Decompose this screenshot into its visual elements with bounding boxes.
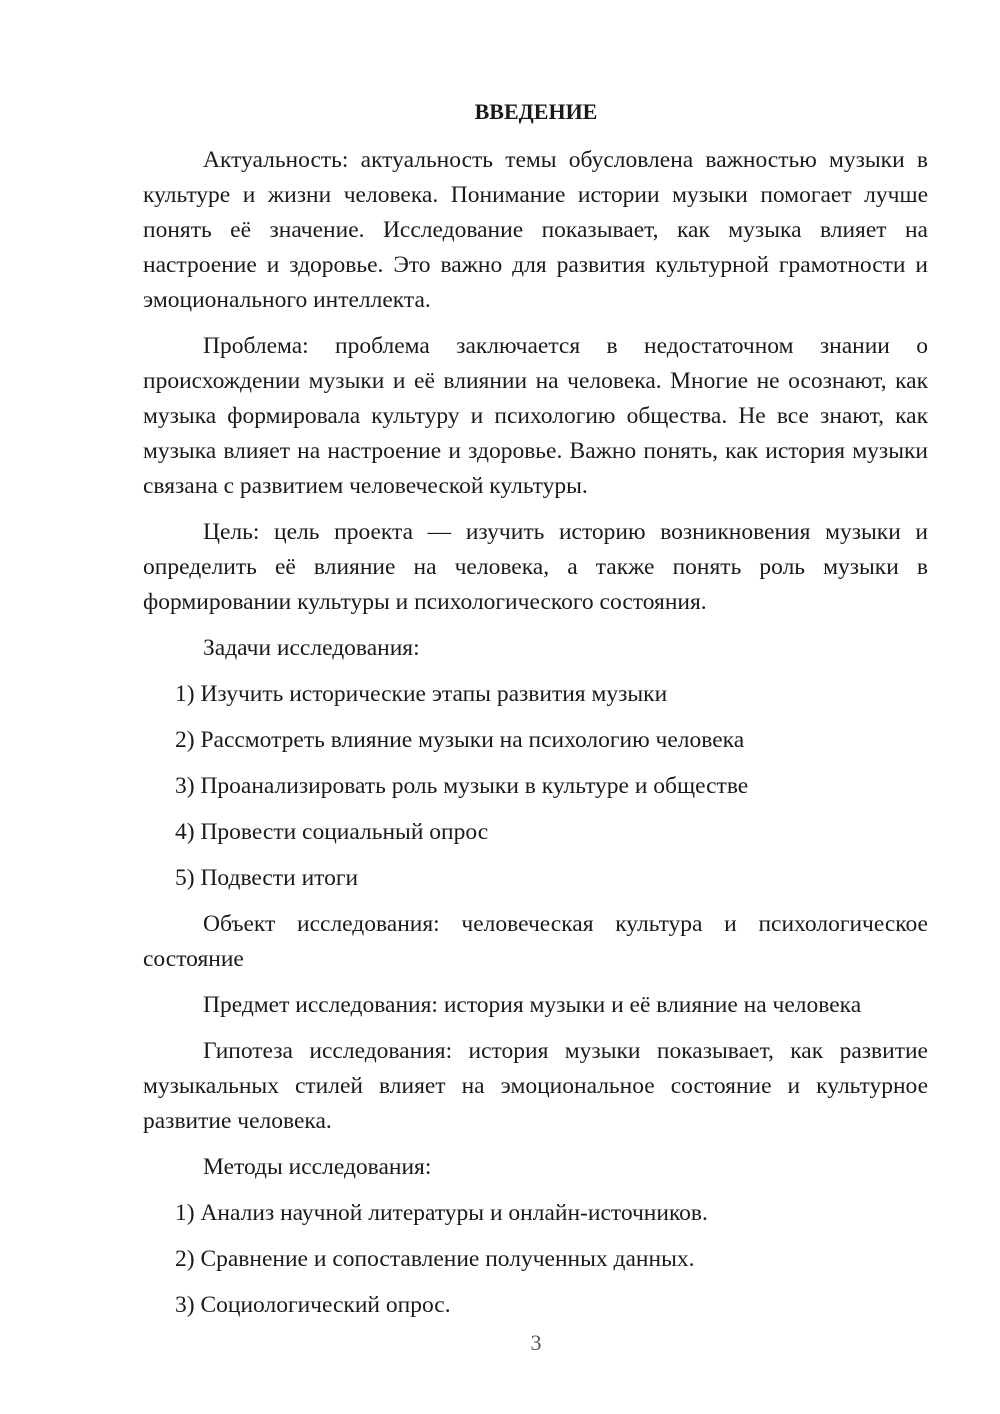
method-item: 2) Сравнение и сопоставление полученных данных. [175, 1246, 695, 1272]
task-item: 3) Проанализировать роль музыки в культуре и обществе [175, 773, 749, 799]
tasks-label: Задачи исследования: [203, 635, 420, 661]
page-number: 3 [530, 1330, 542, 1355]
task-item: 2) Рассмотреть влияние музыки на психологию человека [175, 727, 745, 753]
task-item: 5) Подвести итоги [175, 865, 359, 891]
subject-paragraph: Предмет исследования: история музыки и её влияние на человека [203, 992, 862, 1018]
page-title: ВВЕДЕНИЕ [474, 99, 598, 124]
task-item: 4) Провести социальный опрос [175, 819, 489, 845]
method-item: 3) Социологический опрос. [175, 1292, 451, 1318]
problem-paragraph: Проблема: проблема заключается в недостаточном знании о происхождении музыки и её влиянии на человека. Многие не осознают, как музыка формировала культуру и психологию общества. Не все знают, как музыка влияет на настроение и здоровье. Важно понять, как история музыки связана с развитием человеческой культуры. [143, 333, 928, 499]
method-item: 1) Анализ научной литературы и онлайн-источников. [175, 1200, 708, 1226]
goal-paragraph: Цель: цель проекта — изучить историю возникновения музыки и определить её влияние на человека, а также понять роль музыки в формировании культуры и психологического состояния. [143, 519, 928, 615]
hypothesis-paragraph: Гипотеза исследования: история музыки показывает, как развитие музыкальных стилей влияет на эмоциональное состояние и культурное развитие человека. [143, 1038, 928, 1134]
methods-label: Методы исследования: [203, 1154, 432, 1180]
task-item: 1) Изучить исторические этапы развития музыки [175, 681, 668, 707]
document-body [143, 143, 928, 1323]
object-paragraph: Объект исследования: человеческая культура и психологическое состояние [143, 911, 928, 972]
relevance-paragraph: Актуальность: актуальность темы обусловлена важностью музыки в культуре и жизни человека. Понимание истории музыки помогает лучше понять её значение. Исследование показывает, как музыка влияет на настроение и здоровье. Это важно для развития культурной грамотности и эмоционального интеллекта. [143, 147, 928, 313]
